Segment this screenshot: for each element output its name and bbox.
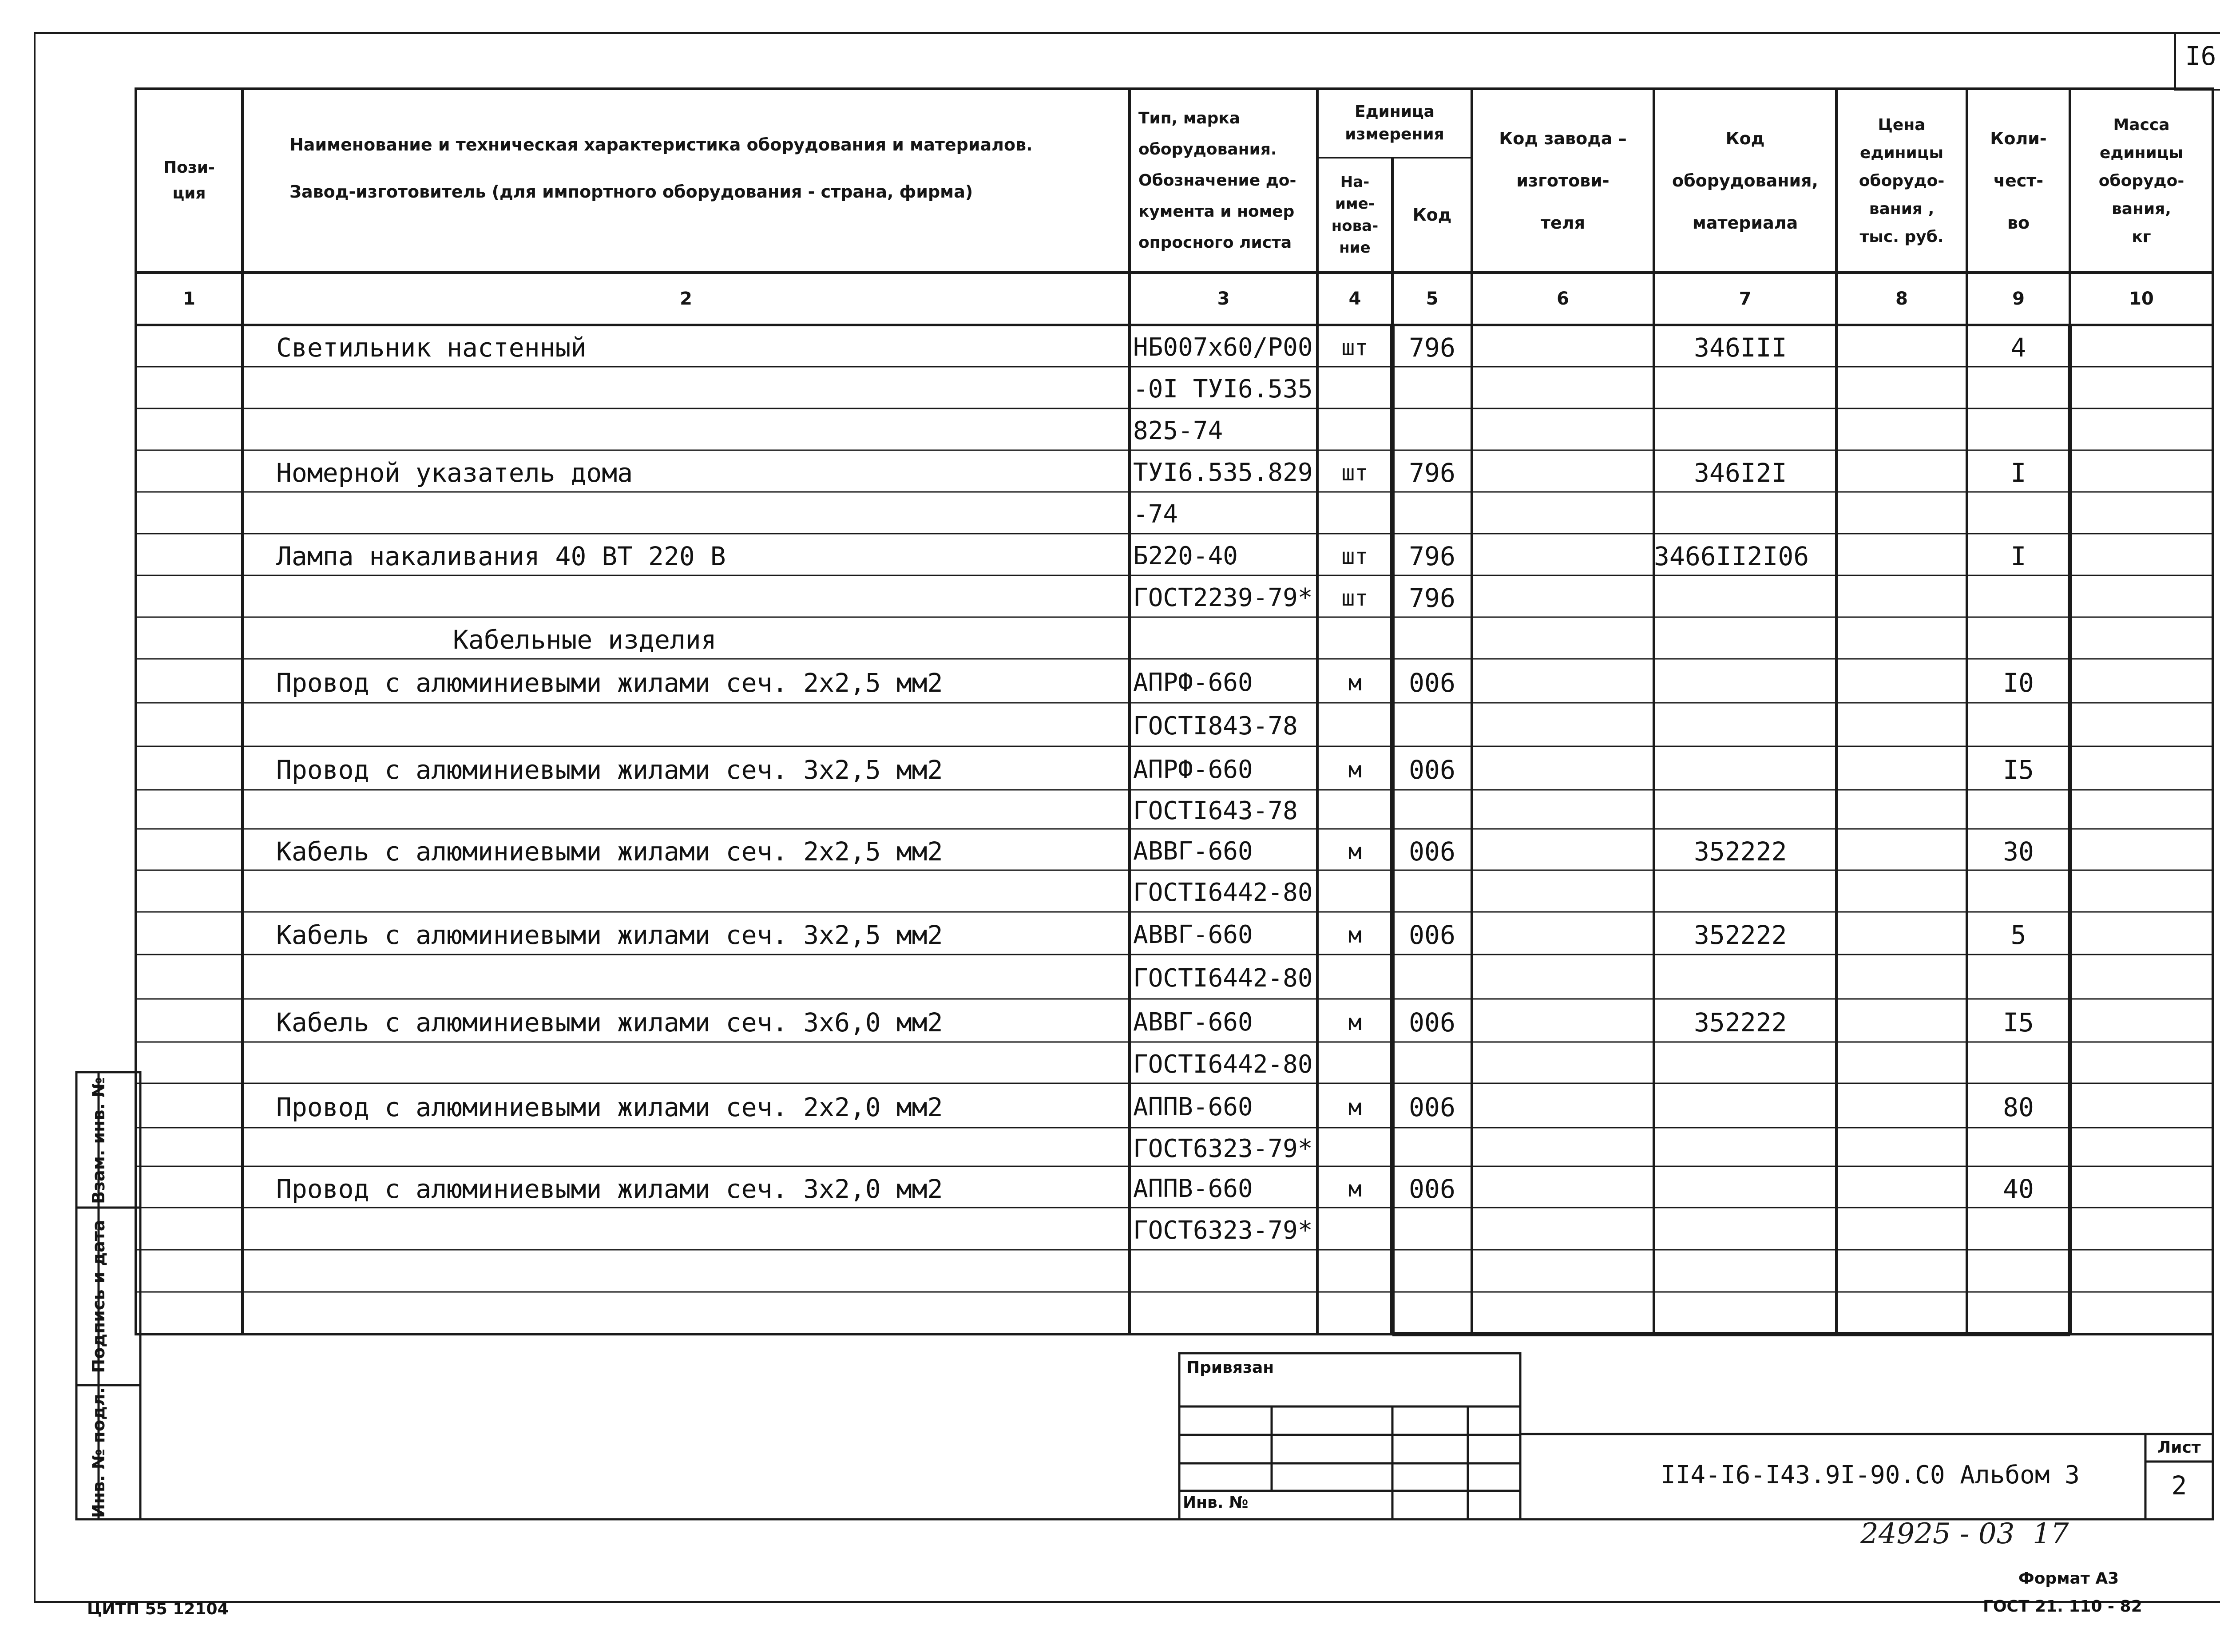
header-manufacturer-code: Код завода – изготови- теля xyxy=(1499,128,1627,233)
table-cell-name: Кабельные изделия xyxy=(453,625,717,655)
table-cell-name: Провод с алюминиевыми жилами сеч. 2х2,0 мм2 xyxy=(276,1092,943,1122)
table-cell-mat-code: 3466II2I06 xyxy=(1654,541,1809,571)
header-quantity: Коли- чест- во xyxy=(1990,128,2047,233)
column-number: 2 xyxy=(680,289,692,309)
table-cell-type: 825-74 xyxy=(1133,416,1223,445)
table-cell-type: АПРФ-660 xyxy=(1133,668,1253,697)
table-cell-qty: I5 xyxy=(2003,1007,2034,1038)
table-cell-code: 006 xyxy=(1409,836,1455,867)
table-cell-name: Светильник настенный xyxy=(276,333,587,363)
table-cell-qty: I5 xyxy=(2003,755,2034,785)
handwritten-archive-number: 24925 - 03 17 xyxy=(1860,1517,2069,1550)
table-cell-name: Номерной указатель дома xyxy=(276,458,633,488)
table-cell-code: 006 xyxy=(1409,1174,1455,1204)
column-number: 10 xyxy=(2129,289,2154,309)
header-unit-code: Код xyxy=(1412,205,1452,225)
table-cell-unit: м xyxy=(1348,670,1362,696)
header-type: Тип, марка оборудования. Обозначение до- кумента и номер опросного листа xyxy=(1138,109,1296,252)
table-cell-name: Провод с алюминиевыми жилами сеч. 2х2,5 мм2 xyxy=(276,668,943,698)
inv-no-label: Инв. № xyxy=(1183,1494,1249,1512)
table-cell-code: 796 xyxy=(1409,333,1455,363)
column-number: 9 xyxy=(2012,289,2025,309)
table-cell-qty: 40 xyxy=(2003,1174,2034,1204)
table-cell-mat-code: 346III xyxy=(1694,333,1787,363)
table-cell-unit: шт xyxy=(1341,543,1368,569)
table-cell-qty: 4 xyxy=(2010,333,2026,363)
format-label: Формат А3 xyxy=(2018,1569,2119,1588)
header-position: Пози- ция xyxy=(163,158,215,202)
table-cell-type: -0I ТУI6.535 xyxy=(1133,375,1313,404)
column-number: 1 xyxy=(183,289,195,309)
table-cell-qty: 30 xyxy=(2003,836,2034,867)
table-cell-unit: шт xyxy=(1341,460,1368,486)
stamp-vzam-inv: Взам. инв. № xyxy=(89,1077,108,1204)
table-cell-type: ГОСТI6442-80 xyxy=(1133,878,1313,907)
column-number: 3 xyxy=(1217,289,1230,309)
table-cell-name: Провод с алюминиевыми жилами сеч. 3х2,0 мм2 xyxy=(276,1174,943,1204)
table-cell-name: Провод с алюминиевыми жилами сеч. 3х2,5 мм2 xyxy=(276,755,943,785)
printer-mark: ЦИТП 55 12104 xyxy=(87,1600,229,1618)
column-number: 6 xyxy=(1557,289,1569,309)
column-number: 7 xyxy=(1739,289,1752,309)
table-cell-type: АВВГ-660 xyxy=(1133,837,1253,866)
table-cell-code: 006 xyxy=(1409,1092,1455,1122)
stamp-signature-date: Подпись и дата xyxy=(89,1220,108,1373)
table-cell-qty: I0 xyxy=(2003,668,2034,698)
table-cell-mat-code: 352222 xyxy=(1694,920,1787,950)
table-cell-unit: шт xyxy=(1341,335,1368,361)
table-cell-unit: м xyxy=(1348,839,1362,864)
list-label: Лист xyxy=(2157,1438,2201,1457)
list-number: 2 xyxy=(2171,1470,2187,1501)
table-cell-type: ГОСТ6323-79* xyxy=(1133,1216,1313,1245)
table-cell-type: НБ007х60/Р00 xyxy=(1133,333,1313,362)
header-unit-price: Цена единицы оборудо- вания , тыс. руб. xyxy=(1859,115,1945,246)
table-cell-code: 006 xyxy=(1409,755,1455,785)
table-cell-code: 006 xyxy=(1409,1007,1455,1038)
table-cell-name: Кабель с алюминиевыми жилами сеч. 2х2,5 мм2 xyxy=(276,836,943,867)
table-cell-code: 006 xyxy=(1409,920,1455,950)
table-cell-mat-code: 352222 xyxy=(1694,1007,1787,1038)
table-cell-type: АВВГ-660 xyxy=(1133,920,1253,949)
table-cell-type: -74 xyxy=(1133,500,1178,529)
table-cell-unit: шт xyxy=(1341,585,1368,611)
table-cell-code: 006 xyxy=(1409,668,1455,698)
table-cell-unit: м xyxy=(1348,922,1362,948)
table-cell-type: АППВ-660 xyxy=(1133,1174,1253,1203)
table-cell-type: ГОСТ2239-79* xyxy=(1133,583,1313,612)
table-cell-type: ГОСТI6442-80 xyxy=(1133,1050,1313,1079)
table-cell-qty: I xyxy=(2010,458,2026,488)
header-unit-group: Единица измерения xyxy=(1345,103,1444,143)
table-cell-code: 796 xyxy=(1409,583,1455,613)
header-name: Наименование и техническая характеристика оборудования и материалов. Завод-изготовитель (для импортного оборудования - страна, фирма) xyxy=(289,135,1033,202)
column-number: 8 xyxy=(1895,289,1908,309)
column-number: 5 xyxy=(1426,289,1439,309)
stamp-inv-podl: Инв. № подл. xyxy=(89,1387,108,1518)
table-cell-name: Кабель с алюминиевыми жилами сеч. 3х2,5 мм2 xyxy=(276,920,943,950)
table-cell-qty: 80 xyxy=(2003,1092,2034,1122)
table-cell-unit: м xyxy=(1348,1176,1362,1202)
table-cell-type: ГОСТI843-78 xyxy=(1133,712,1298,741)
header-material-code: Код оборудования, материала xyxy=(1672,128,1818,233)
table-cell-name: Кабель с алюминиевыми жилами сеч. 3х6,0 мм2 xyxy=(276,1007,943,1038)
table-cell-type: Б220-40 xyxy=(1133,542,1238,570)
table-cell-type: АППВ-660 xyxy=(1133,1093,1253,1121)
table-cell-unit: м xyxy=(1348,1010,1362,1035)
table-cell-mat-code: 352222 xyxy=(1694,836,1787,867)
table-cell-qty: 5 xyxy=(2010,920,2026,950)
table-cell-qty: I xyxy=(2010,541,2026,571)
table-cell-type: ГОСТ6323-79* xyxy=(1133,1134,1313,1163)
privyazan-label: Привязан xyxy=(1186,1359,1274,1377)
header-unit-mass: Масса единицы оборудо- вания, кг xyxy=(2098,115,2184,246)
column-number: 4 xyxy=(1348,289,1361,309)
table-cell-name: Лампа накаливания 40 ВТ 220 В xyxy=(276,541,726,571)
table-cell-type: ГОСТI6442-80 xyxy=(1133,964,1313,993)
header-unit-name: На- име- нова- ние xyxy=(1331,173,1379,257)
gost-reference: ГОСТ 21. 110 - 82 xyxy=(1983,1597,2142,1616)
table-cell-type: ГОСТI643-78 xyxy=(1133,796,1298,825)
table-cell-code: 796 xyxy=(1409,541,1455,571)
document-designation: II4-I6-I43.9I-90.С0 Альбом 3 xyxy=(1661,1461,2080,1490)
table-cell-type: ТУI6.535.829 xyxy=(1133,458,1313,487)
table-cell-code: 796 xyxy=(1409,458,1455,488)
sheet-number: I6 xyxy=(2185,41,2216,71)
table-cell-unit: м xyxy=(1348,1094,1362,1120)
table-cell-unit: м xyxy=(1348,757,1362,783)
table-cell-mat-code: 346I2I xyxy=(1694,458,1787,488)
table-cell-type: АВВГ-660 xyxy=(1133,1008,1253,1037)
table-cell-type: АПРФ-660 xyxy=(1133,755,1253,784)
